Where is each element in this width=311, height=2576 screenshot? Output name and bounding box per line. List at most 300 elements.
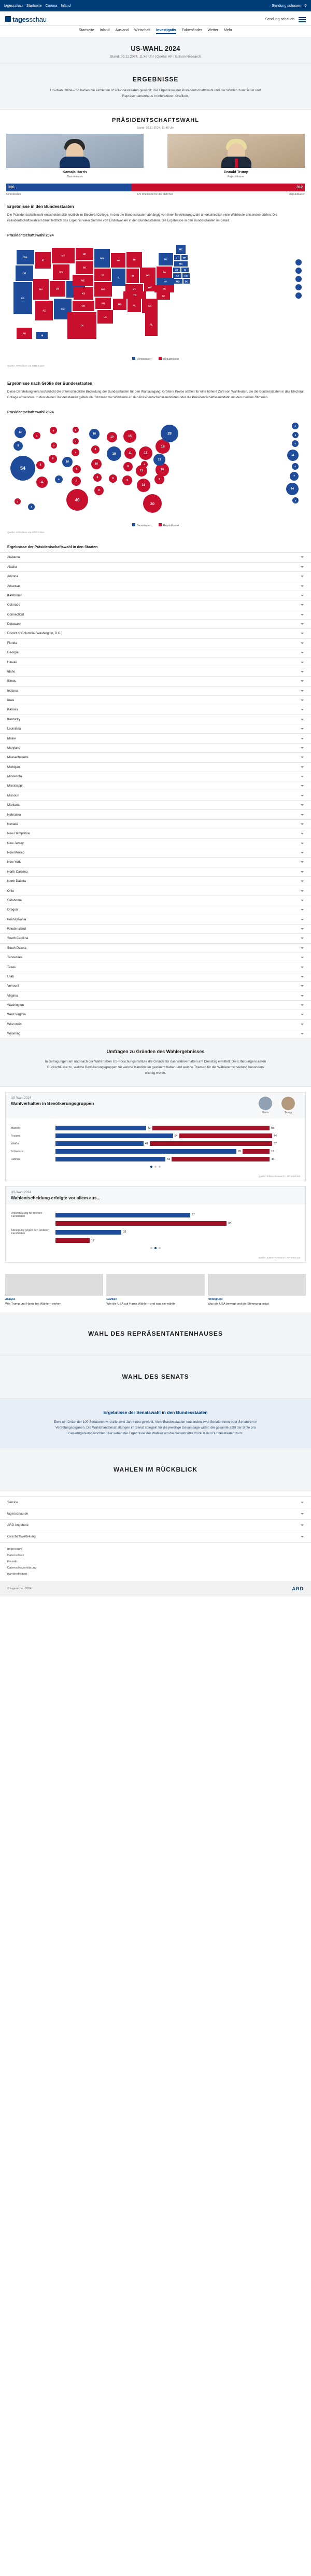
map1-legend-dem: Demokraten bbox=[132, 357, 151, 361]
chart1-key-trump bbox=[279, 1097, 297, 1114]
bubble-AK[interactable]: 3 bbox=[15, 498, 21, 505]
state-label: Massachusetts bbox=[7, 755, 29, 760]
state-label: Idaho bbox=[7, 669, 16, 674]
chart2-dot-1[interactable] bbox=[150, 1247, 152, 1249]
state-label: Alabama bbox=[7, 555, 20, 559]
footer-accordion-tagesschau[interactable] bbox=[0, 1508, 311, 1520]
state-OH[interactable]: OH bbox=[140, 268, 156, 283]
state-accordion-item[interactable] bbox=[0, 715, 311, 724]
state-accordion-item[interactable] bbox=[0, 953, 311, 962]
electoral-legend-right: Republikaner bbox=[289, 193, 305, 197]
state-IL[interactable]: IL bbox=[112, 269, 125, 286]
candidate-name-trump: Donald Trump bbox=[223, 171, 249, 175]
state-OK[interactable]: OK bbox=[73, 301, 94, 311]
state-RI[interactable]: RI bbox=[181, 268, 189, 272]
state-label: Illinois bbox=[7, 679, 16, 683]
bubble-ME[interactable]: 4 bbox=[292, 423, 299, 429]
footer-accordion-service[interactable] bbox=[0, 1497, 311, 1508]
chevron-down-icon bbox=[301, 585, 304, 587]
chart1-pagination[interactable] bbox=[11, 1161, 300, 1168]
bubble-UT[interactable]: 6 bbox=[49, 455, 57, 463]
bubble-MT[interactable]: 4 bbox=[50, 427, 57, 434]
bubble-NJ[interactable]: 14 bbox=[286, 483, 299, 495]
bubble-PA[interactable]: 19 bbox=[156, 439, 170, 454]
state-accordion-item[interactable] bbox=[0, 972, 311, 982]
bubble-KY[interactable]: 8 bbox=[123, 462, 133, 471]
bubble-CT[interactable]: 7 bbox=[290, 472, 299, 481]
bubble-VA[interactable]: 13 bbox=[153, 454, 165, 466]
bubble-WA[interactable]: 12 bbox=[15, 427, 26, 438]
state-accordion-item[interactable] bbox=[0, 753, 311, 762]
bubble-NE[interactable]: 5 bbox=[72, 449, 79, 456]
candidate-card-harris bbox=[6, 134, 144, 178]
chart1-key-trump-label: Trump bbox=[284, 1111, 292, 1115]
bubble-OK[interactable]: 7 bbox=[72, 477, 81, 486]
chevron-down-icon bbox=[301, 1513, 304, 1515]
state-LA[interactable]: LA bbox=[97, 310, 113, 324]
chart2-cat-0: Unterstützung für meinen Kandidaten bbox=[11, 1212, 43, 1219]
state-label: Arkansas bbox=[7, 584, 21, 588]
chevron-down-icon bbox=[301, 1014, 304, 1015]
state-label: Missouri bbox=[7, 793, 19, 797]
state-OR[interactable]: OR bbox=[16, 265, 33, 281]
footer-link-datenschutz[interactable]: Datenschutz bbox=[7, 1554, 24, 1558]
hamburger-menu-icon[interactable] bbox=[299, 17, 306, 22]
state-accordion-item[interactable] bbox=[0, 915, 311, 925]
state-accordion-item[interactable] bbox=[0, 705, 311, 715]
bubble-AZ[interactable]: 11 bbox=[36, 477, 48, 488]
state-WY[interactable]: WY bbox=[53, 264, 69, 280]
teaser-card-2[interactable] bbox=[106, 1274, 204, 1306]
nav-item-mehr[interactable]: Mehr bbox=[224, 29, 232, 32]
state-HI[interactable]: HI bbox=[36, 332, 48, 339]
chart2-kicker: US-Wahl 2024 bbox=[11, 1191, 31, 1195]
state-MD[interactable]: MD bbox=[173, 279, 182, 284]
chart1-candidate-key bbox=[257, 1097, 300, 1114]
topbar-watch-link[interactable]: Sendung schauen bbox=[272, 4, 301, 8]
map2-legend-dem: Demokraten bbox=[132, 523, 151, 527]
bubble-MO[interactable]: 10 bbox=[91, 459, 102, 469]
chart1-source: Quelle: Edison Research / AP VoteCast bbox=[258, 1175, 300, 1178]
house-heading: WAHL DES REPRÄSENTANTENHAUSES bbox=[88, 1330, 223, 1338]
state-MN[interactable]: MN bbox=[94, 249, 110, 268]
nav-item-inland[interactable]: Inland bbox=[100, 29, 110, 32]
state-ID[interactable]: ID bbox=[35, 252, 51, 269]
bubble-DE[interactable]: 3 bbox=[292, 497, 299, 503]
electoral-bar-trump: 312 bbox=[132, 184, 305, 191]
bubble-OH[interactable]: 17 bbox=[139, 446, 152, 460]
state-NH[interactable]: NH bbox=[181, 255, 188, 260]
state-label: North Dakota bbox=[7, 879, 26, 884]
nav-item-wirtschaft[interactable]: Wirtschaft bbox=[134, 29, 151, 32]
state-NM[interactable]: NM bbox=[54, 299, 72, 319]
state-label: Oregon bbox=[7, 908, 18, 912]
state-label: Washington bbox=[7, 1003, 24, 1007]
footer-accordion-ard[interactable] bbox=[0, 1520, 311, 1531]
state-accordion-item[interactable] bbox=[0, 1029, 311, 1039]
chart1-cat-4: Latinos bbox=[11, 1157, 20, 1161]
chevron-down-icon bbox=[301, 1536, 304, 1537]
map1-source: Quelle: AP/Edison via ARD-Daten bbox=[7, 365, 45, 368]
footer-copyright: © tagesschau 2024 bbox=[7, 1587, 32, 1591]
state-WA[interactable]: WA bbox=[17, 250, 34, 264]
footer-link-kontakt[interactable]: Kontakt bbox=[7, 1560, 18, 1564]
page-title-timestamp: Stand: 09.11.2024, 11:48 Uhr | Quelle: AP / Edison Research bbox=[110, 55, 201, 59]
state-DC[interactable]: DC bbox=[183, 279, 190, 284]
state-FL[interactable]: FL bbox=[145, 313, 158, 336]
state-ND[interactable]: ND bbox=[76, 248, 93, 260]
search-icon[interactable]: ⚲ bbox=[304, 4, 307, 8]
bubble-ID[interactable]: 4 bbox=[33, 432, 40, 439]
chart1-cat-0: Männer bbox=[11, 1126, 21, 1130]
state-label: South Dakota bbox=[7, 946, 26, 950]
chevron-down-icon bbox=[301, 1033, 304, 1034]
state-NV[interactable]: NV bbox=[33, 279, 49, 300]
avatar-trump-small bbox=[281, 1097, 295, 1110]
bubble-MA[interactable]: 11 bbox=[287, 450, 299, 461]
state-IN[interactable]: IN bbox=[126, 269, 139, 283]
state-accordion-item[interactable] bbox=[0, 944, 311, 953]
state-PA[interactable]: PA bbox=[157, 267, 172, 278]
retrospective-heading: WAHLEN IM RÜCKBLICK bbox=[113, 1466, 198, 1474]
state-accordion-item[interactable] bbox=[0, 600, 311, 610]
chevron-down-icon bbox=[301, 947, 304, 949]
state-label: Hawaii bbox=[7, 660, 17, 664]
state-label: Maine bbox=[7, 736, 16, 740]
bubble-NM[interactable]: 5 bbox=[55, 475, 63, 483]
state-accordion-item[interactable] bbox=[0, 763, 311, 772]
chart2-row-1b bbox=[11, 1238, 300, 1243]
state-MA[interactable]: MA bbox=[174, 261, 188, 267]
map1-title: Präsidentschaftswahl 2024 bbox=[7, 234, 54, 238]
bubble-VT[interactable]: 3 bbox=[292, 432, 299, 438]
bubble-FL[interactable]: 30 bbox=[143, 494, 162, 513]
state-NY[interactable]: NY bbox=[159, 253, 173, 265]
state-accordion-item[interactable] bbox=[0, 877, 311, 886]
state-accordion-item[interactable] bbox=[0, 581, 311, 591]
map1-sidebubble-4[interactable] bbox=[295, 284, 302, 290]
electoral-majority-note: 270 Wahlleute für die Mehrheit bbox=[136, 193, 174, 197]
state-label: New York bbox=[7, 860, 21, 864]
bubble-MI[interactable]: 15 bbox=[123, 430, 136, 443]
state-KY[interactable]: KY bbox=[125, 284, 143, 295]
state-UT[interactable]: UT bbox=[50, 281, 65, 297]
state-SC[interactable]: SC bbox=[157, 292, 170, 300]
bubble-IL[interactable]: 19 bbox=[107, 446, 121, 461]
state-label: Virginia bbox=[7, 993, 18, 998]
state-label: Delaware bbox=[7, 622, 21, 626]
state-accordion-item[interactable] bbox=[0, 629, 311, 638]
teaser-card-3[interactable] bbox=[208, 1274, 306, 1306]
state-label: Vermont bbox=[7, 984, 19, 988]
footer-link-impressum[interactable]: Impressum bbox=[7, 1548, 22, 1551]
bubble-NC[interactable]: 16 bbox=[156, 463, 169, 477]
state-accordion-item[interactable] bbox=[0, 982, 311, 991]
chart2-pagination[interactable] bbox=[11, 1243, 300, 1249]
state-label: Mississippi bbox=[7, 784, 23, 788]
footer-link-barrierefreiheit[interactable]: Barrierefreiheit bbox=[7, 1573, 27, 1576]
state-accordion-item[interactable] bbox=[0, 610, 311, 620]
bubble-intro-heading: Ergebnisse nach Größe der Bundesstaaten bbox=[7, 381, 93, 386]
state-ME[interactable]: ME bbox=[176, 245, 186, 254]
map2-source: Quelle: AP/Edison via ARD-Daten bbox=[7, 531, 45, 535]
state-CT[interactable]: CT bbox=[173, 268, 180, 272]
bubble-CA[interactable]: 54 bbox=[10, 456, 35, 481]
state-MO[interactable]: MO bbox=[94, 282, 112, 297]
map1-legend bbox=[5, 355, 306, 362]
state-accordion-item[interactable] bbox=[0, 591, 311, 600]
state-accordion-item[interactable] bbox=[0, 1001, 311, 1010]
candidate-party-trump: Republikaner bbox=[228, 175, 245, 179]
bubble-SD[interactable]: 3 bbox=[73, 438, 79, 444]
chevron-down-icon bbox=[301, 823, 304, 825]
nav-item-startseite[interactable]: Startseite bbox=[79, 29, 94, 32]
chevron-down-icon bbox=[301, 595, 304, 596]
chevron-down-icon bbox=[301, 1502, 304, 1503]
chevron-down-icon bbox=[301, 852, 304, 853]
chart2-val-t-0: 83 bbox=[228, 1222, 232, 1225]
state-accordion-item[interactable] bbox=[0, 820, 311, 829]
state-accordion-item[interactable] bbox=[0, 839, 311, 848]
us-choropleth-map[interactable] bbox=[5, 241, 306, 355]
bubble-OR[interactable]: 8 bbox=[13, 441, 23, 451]
us-bubble-cartogram[interactable] bbox=[5, 417, 306, 521]
chevron-down-icon bbox=[301, 766, 304, 768]
chart1-cat-3: Schwarze bbox=[11, 1150, 23, 1153]
survey-intro-band bbox=[0, 1039, 311, 1087]
state-accordion-item[interactable] bbox=[0, 563, 311, 572]
state-accordion-item[interactable] bbox=[0, 867, 311, 877]
footer-link-datenschutzerklaerung[interactable]: Datenschutzerklärung bbox=[7, 1566, 37, 1570]
chart1-dot-1[interactable] bbox=[150, 1166, 152, 1168]
chart1-val-h-0: 42 bbox=[147, 1126, 151, 1130]
bubble-MN[interactable]: 10 bbox=[89, 429, 100, 439]
chart2-val-h-0: 67 bbox=[191, 1213, 195, 1217]
state-accordion-item[interactable] bbox=[0, 667, 311, 677]
bubble-CO[interactable]: 10 bbox=[62, 457, 73, 467]
chevron-down-icon bbox=[301, 623, 304, 625]
chart1-val-h-2: 41 bbox=[145, 1142, 148, 1145]
map1-sidebubble-3[interactable] bbox=[295, 276, 302, 282]
bubble-TX[interactable]: 40 bbox=[66, 489, 88, 511]
state-accordion-item[interactable] bbox=[0, 724, 311, 734]
bubble-TN[interactable]: 11 bbox=[136, 465, 147, 477]
chart2-dot-2[interactable] bbox=[154, 1247, 157, 1249]
map1-sidebubble-2[interactable] bbox=[295, 268, 302, 274]
bubble-RI[interactable]: 4 bbox=[292, 463, 299, 470]
state-accordion-item[interactable] bbox=[0, 744, 311, 753]
state-MS[interactable]: MS bbox=[113, 299, 126, 310]
site-logo[interactable] bbox=[5, 16, 47, 23]
state-accordion-item[interactable] bbox=[0, 925, 311, 934]
bubble-MS[interactable]: 6 bbox=[109, 474, 117, 483]
state-accordion-item[interactable] bbox=[0, 781, 311, 791]
senate-band bbox=[0, 1355, 311, 1398]
chevron-down-icon bbox=[301, 976, 304, 977]
state-TX[interactable]: TX bbox=[67, 312, 96, 339]
ard-logo: ARD bbox=[292, 1586, 304, 1592]
state-AL[interactable]: AL bbox=[128, 299, 141, 312]
footer-accordion-geschaeft[interactable] bbox=[0, 1531, 311, 1543]
state-accordion-item[interactable] bbox=[0, 801, 311, 810]
state-VT[interactable]: VT bbox=[174, 255, 180, 260]
state-accordion-item[interactable] bbox=[0, 772, 311, 781]
state-NC[interactable]: NC bbox=[154, 285, 174, 292]
state-accordion-item[interactable] bbox=[0, 687, 311, 696]
footer-accordion-label: Service bbox=[7, 1501, 18, 1505]
state-accordion-item[interactable] bbox=[0, 848, 311, 858]
chevron-down-icon bbox=[301, 709, 304, 710]
state-accordion-item[interactable] bbox=[0, 657, 311, 667]
chevron-down-icon bbox=[301, 919, 304, 920]
state-label: Kansas bbox=[7, 708, 18, 712]
bubble-GA[interactable]: 16 bbox=[137, 479, 150, 492]
state-accordion-item[interactable] bbox=[0, 572, 311, 581]
chevron-down-icon bbox=[301, 795, 304, 796]
avatar-harris bbox=[6, 134, 144, 168]
chart1-dot-2[interactable] bbox=[154, 1166, 157, 1168]
state-accordion-item[interactable] bbox=[0, 696, 311, 705]
state-accordion-item[interactable] bbox=[0, 905, 311, 915]
electoral-bar-harris: 226 bbox=[6, 184, 132, 191]
topbar-left-group bbox=[4, 4, 70, 8]
bubble-HI[interactable]: 4 bbox=[28, 503, 35, 510]
chevron-down-icon bbox=[301, 747, 304, 749]
bubble-WV[interactable]: 4 bbox=[141, 461, 148, 468]
page-title-band bbox=[0, 37, 311, 65]
state-accordion-item[interactable] bbox=[0, 991, 311, 1001]
state-accordion-item[interactable] bbox=[0, 620, 311, 629]
chart2-source: Quelle: Edison Research / AP VoteCast bbox=[258, 1256, 300, 1259]
state-accordion-item[interactable] bbox=[0, 858, 311, 867]
chart1-val-t-3: 13 bbox=[271, 1150, 275, 1153]
state-CA[interactable]: CA bbox=[13, 282, 32, 314]
map-intro-block bbox=[0, 196, 311, 229]
chart1-row-0 bbox=[11, 1126, 300, 1130]
state-label: Wisconsin bbox=[7, 1022, 22, 1026]
state-MI[interactable]: MI bbox=[126, 252, 142, 268]
header-watch-label[interactable]: Sendung schauen bbox=[265, 18, 294, 21]
state-WV[interactable]: WV bbox=[144, 283, 156, 291]
chevron-down-icon bbox=[301, 785, 304, 787]
electoral-vote-bar bbox=[6, 184, 305, 191]
bubble-IN[interactable]: 11 bbox=[124, 447, 136, 459]
chevron-down-icon bbox=[301, 556, 304, 558]
chevron-down-icon bbox=[301, 1024, 304, 1025]
nav-item-ausland[interactable]: Ausland bbox=[115, 29, 129, 32]
state-NJ[interactable]: NJ bbox=[173, 273, 181, 278]
state-AR[interactable]: AR bbox=[95, 298, 111, 309]
nav-item-faktenfinder[interactable]: Faktenfinder bbox=[181, 29, 202, 32]
map1-sidebubble-1[interactable] bbox=[295, 259, 302, 265]
bubble-AL[interactable]: 9 bbox=[122, 475, 132, 485]
state-SD[interactable]: SD bbox=[76, 261, 93, 274]
state-AZ[interactable]: AZ bbox=[35, 301, 53, 320]
state-VA[interactable]: VA bbox=[157, 278, 174, 285]
state-accordion-item[interactable] bbox=[0, 934, 311, 943]
state-label: Indiana bbox=[7, 689, 18, 693]
state-accordion-item[interactable] bbox=[0, 677, 311, 686]
topbar-item-0[interactable]: Startseite bbox=[26, 4, 42, 8]
state-accordion-item[interactable] bbox=[0, 1020, 311, 1029]
state-accordion-item[interactable] bbox=[0, 829, 311, 838]
state-MT[interactable]: MT bbox=[52, 248, 75, 263]
bubble-AR[interactable]: 6 bbox=[93, 473, 102, 482]
map1-sidebubble-5[interactable] bbox=[295, 292, 302, 299]
bubble-NH[interactable]: 4 bbox=[292, 440, 299, 447]
chevron-down-icon bbox=[301, 738, 304, 739]
footer-bottom-bar bbox=[0, 1581, 311, 1597]
bubble-NV[interactable]: 6 bbox=[36, 461, 45, 469]
chart1-val-t-2: 57 bbox=[273, 1142, 277, 1145]
bubble-WI[interactable]: 10 bbox=[107, 432, 117, 442]
results-intro-text: US-Wahl 2024 – So haben die einzelnen US-Bundesstaaten gewählt: Die Ergebnisse der Präsidentschaftswahl und der Wahlen zum Senat und Repräsentantenhaus in interaktiven Grafiken. bbox=[50, 89, 261, 98]
chevron-down-icon bbox=[301, 833, 304, 834]
bubble-LA[interactable]: 8 bbox=[94, 486, 104, 495]
state-accordion-item[interactable] bbox=[0, 791, 311, 801]
bubble-KS[interactable]: 6 bbox=[73, 465, 81, 473]
state-accordion-item[interactable] bbox=[0, 639, 311, 648]
state-AK[interactable]: AK bbox=[17, 328, 32, 339]
teaser-card-1[interactable] bbox=[5, 1274, 103, 1306]
state-NE[interactable]: NE bbox=[73, 275, 93, 286]
topbar-item-2[interactable]: Inland bbox=[61, 4, 71, 8]
nav-item-wetter[interactable]: Wetter bbox=[207, 29, 219, 32]
chart2-dot-3[interactable] bbox=[159, 1247, 161, 1249]
chevron-down-icon bbox=[301, 690, 304, 692]
state-label: Utah bbox=[7, 974, 14, 978]
topbar-item-1[interactable]: Corona bbox=[45, 4, 58, 8]
chart2-header bbox=[6, 1187, 305, 1205]
state-accordion-item[interactable] bbox=[0, 810, 311, 819]
state-label: Nebraska bbox=[7, 813, 21, 817]
bubble-intro-text: Diese Darstellung veranschaulicht die unterschiedliche Bedeutung der Bundesstaaten für den Wahlausgang: Größere Kreise stehen für eine höhere Zahl von Wahlleuten, die die Bundesstaaten in das Electoral College entsenden. In den kleinen Bundesstaaten gelten alle Stimmen der Wahlleute an den Präsidentschaftskandidaten oder die Präsidentschaftskandidatin mit den meisten Stimmen. bbox=[7, 390, 304, 399]
state-IA[interactable]: IA bbox=[94, 269, 111, 281]
state-accordion-item[interactable] bbox=[0, 896, 311, 905]
chevron-down-icon bbox=[301, 937, 304, 939]
survey-intro-text: In Befragungen am und nach der Wahl haben US-Forschungsinstitute die Gründe für das Wahlverhalten am Dienstag ermittelt. Die Erhebungen lassen Rückschlüsse zu, welche Bevölkerungsgruppen für welche Kandidaten gestimmt haben und welche Themen für die Wählerentscheidung besonders wichtig waren. bbox=[45, 1060, 266, 1075]
state-KS[interactable]: KS bbox=[74, 287, 93, 300]
bubble-IA[interactable]: 6 bbox=[91, 445, 100, 454]
topbar-brand[interactable]: tagesschau bbox=[4, 4, 23, 8]
bubble-intro-block bbox=[0, 373, 311, 405]
bubble-SC[interactable]: 9 bbox=[154, 474, 164, 484]
bubble-NY[interactable]: 28 bbox=[161, 425, 178, 442]
bubble-ND[interactable]: 3 bbox=[73, 427, 79, 433]
state-accordion-item[interactable] bbox=[0, 886, 311, 895]
state-label: Montana bbox=[7, 803, 20, 807]
state-accordion-item[interactable] bbox=[0, 648, 311, 657]
chart1-dot-3[interactable] bbox=[159, 1166, 161, 1168]
nav-item-investigativ[interactable]: Investigativ bbox=[156, 29, 176, 34]
chart1-val-t-4: 46 bbox=[271, 1157, 275, 1161]
chevron-down-icon bbox=[301, 699, 304, 701]
chart1-cat-2: Weiße bbox=[11, 1142, 19, 1145]
state-accordion-item[interactable] bbox=[0, 734, 311, 743]
state-GA[interactable]: GA bbox=[142, 299, 158, 313]
state-results-accordion bbox=[0, 552, 311, 1039]
state-DE[interactable]: DE bbox=[182, 273, 190, 278]
state-label: Connecticut bbox=[7, 612, 24, 617]
state-WI[interactable]: WI bbox=[111, 253, 125, 268]
state-accordion-item[interactable] bbox=[0, 553, 311, 562]
state-accordion-item[interactable] bbox=[0, 1010, 311, 1019]
bubble-WY[interactable]: 3 bbox=[51, 442, 57, 449]
chart2-title: Wahlentscheidung erfolgte vor allem aus... bbox=[11, 1195, 101, 1201]
chevron-down-icon bbox=[301, 1004, 304, 1006]
state-accordion-item[interactable] bbox=[0, 962, 311, 972]
state-TN[interactable]: TN bbox=[123, 291, 146, 299]
